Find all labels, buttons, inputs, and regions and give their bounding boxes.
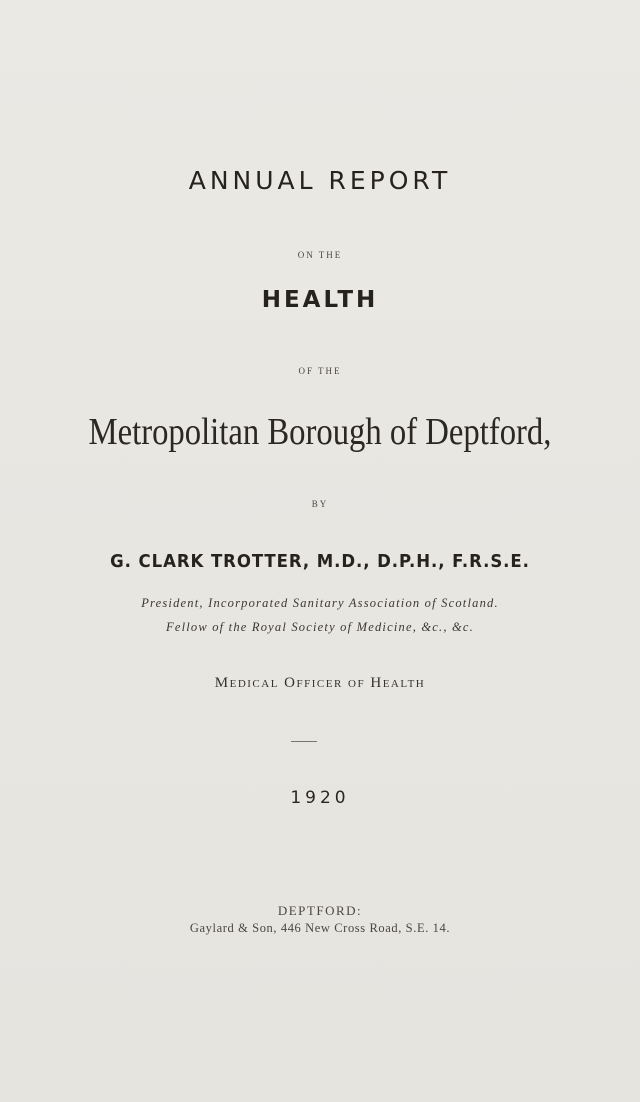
author-credential-president: President, Incorporated Sanitary Association of Scotland. — [141, 596, 499, 610]
report-subject: HEALTH — [261, 287, 379, 313]
report-year: 1920 — [290, 788, 350, 808]
imprint-printer: Gaylard & Son, 446 New Cross Road, S.E. 14. — [189, 921, 451, 935]
connector-on-the: ON THE — [297, 250, 343, 260]
author-credential-fellow: Fellow of the Royal Society of Medicine, &c., &c. — [165, 620, 475, 634]
author-name: G. CLARK TROTTER, M.D., D.P.H., F.R.S.E. — [110, 551, 530, 572]
author-office: Medical Officer of Health — [214, 675, 426, 691]
borough-name: Metropolitan Borough of Deptford, — [88, 411, 552, 453]
connector-by: BY — [311, 499, 329, 509]
divider-rule — [291, 741, 317, 742]
report-title: ANNUAL REPORT — [188, 166, 452, 195]
imprint-place: DEPTFORD: — [277, 903, 363, 918]
connector-of-the: OF THE — [298, 366, 342, 376]
